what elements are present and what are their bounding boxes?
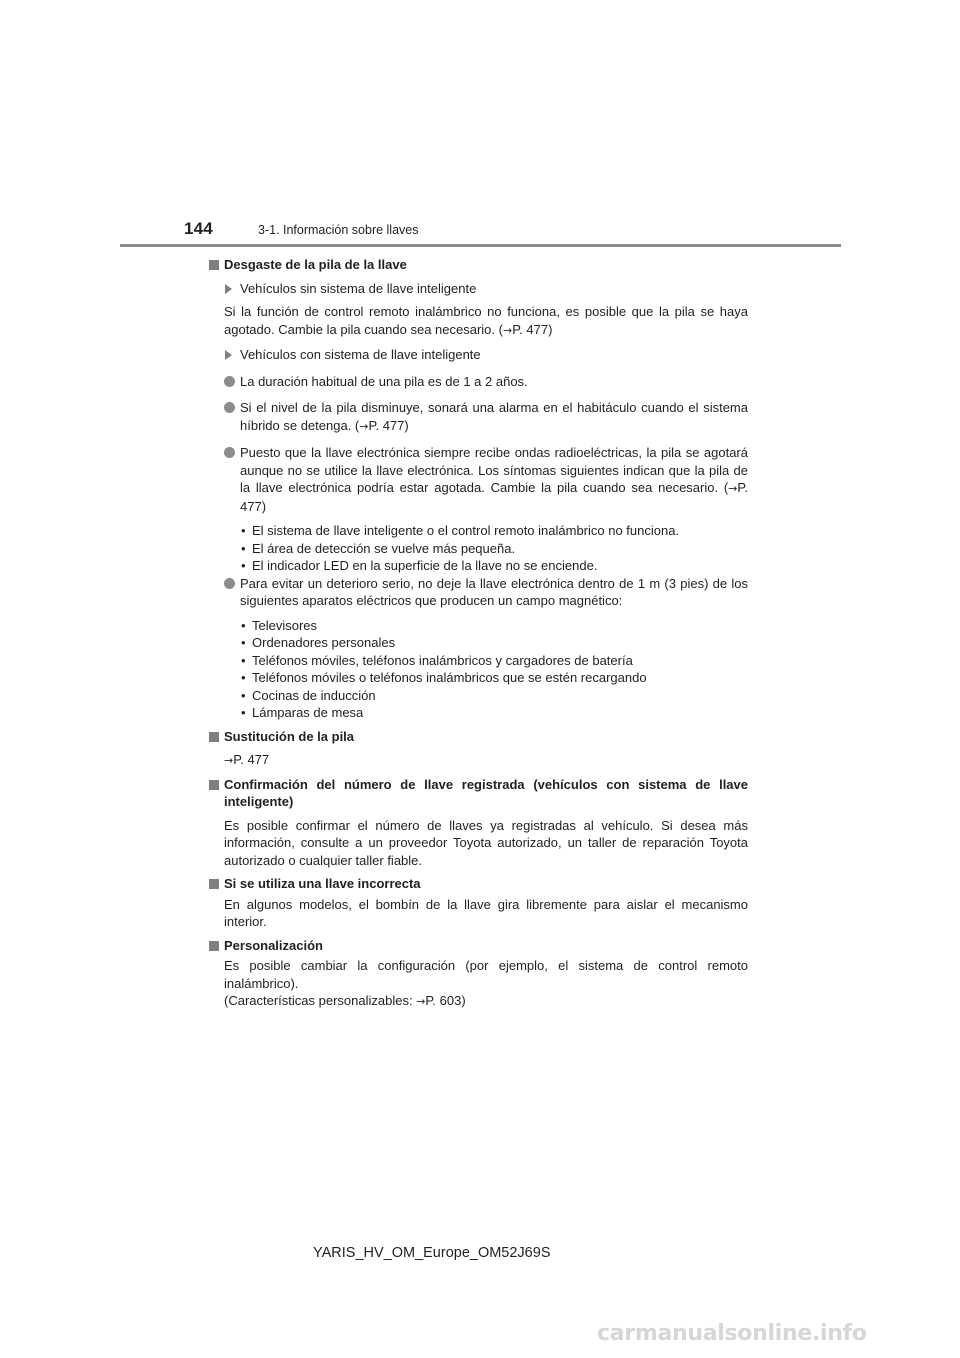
square-bullet-icon xyxy=(209,879,219,889)
paragraph-remote-battery xyxy=(208,303,748,339)
heading-battery-replacement xyxy=(208,728,748,746)
list-item xyxy=(208,669,748,687)
bullet-dot-icon: • xyxy=(241,652,246,668)
list-item xyxy=(208,557,748,575)
bullet-dot-icon: • xyxy=(241,617,246,633)
list-item-text: Televisores xyxy=(252,617,318,633)
heading-text: Desgaste de la pila de la llave xyxy=(224,257,407,272)
list-item-text: Teléfonos móviles o teléfonos inalámbricos que se estén recargando xyxy=(252,670,647,685)
heading-incorrect-key xyxy=(208,875,748,893)
circle-bullet-icon xyxy=(224,447,235,458)
paragraph-personalization-ref xyxy=(208,992,748,1011)
circle-bullet-icon xyxy=(224,578,235,589)
circle-bullet-icon xyxy=(224,402,235,413)
list-item xyxy=(208,704,748,722)
square-bullet-icon xyxy=(209,941,219,951)
list-item-text: Teléfonos móviles, teléfonos inalámbricos y cargadores de batería xyxy=(252,652,633,668)
square-bullet-icon xyxy=(209,260,219,270)
paragraph-incorrect-key: En algunos modelos, el bombín de la llave gira libremente para aislar el mecanismo interior. xyxy=(224,896,748,929)
heading-text: Sustitución de la pila xyxy=(224,728,355,744)
list-item-text: Lámparas de mesa xyxy=(252,705,364,720)
page-reference: P. 477) xyxy=(368,417,409,433)
list-item xyxy=(208,522,748,540)
list-item xyxy=(208,399,748,435)
bullet-dot-icon: • xyxy=(241,670,246,685)
bullet-dot-icon: • xyxy=(241,705,246,720)
list-item xyxy=(208,652,748,670)
heading-text: Si se utiliza una llave incorrecta xyxy=(224,876,421,891)
triangle-bullet-icon xyxy=(225,284,232,294)
symptom-list xyxy=(208,522,748,575)
section-title: 3-1. Información sobre llaves xyxy=(258,223,419,237)
watermark-link[interactable]: carmanualsonline.info xyxy=(597,1321,867,1346)
arrow-ref-icon: → xyxy=(502,323,513,337)
list-item-text: El área de detección se vuelve más pequeña. xyxy=(252,540,516,556)
list-item-text: La duración habitual de una pila es de 1 a 2 años. xyxy=(240,373,528,389)
page-reference: P. 477) xyxy=(240,480,748,514)
list-item-text: Para evitar un deterioro serio, no deje la llave electrónica dentro de 1 m (3 pies) de los siguientes aparatos eléctricos que producen un campo magnético: xyxy=(240,575,748,608)
list-item xyxy=(208,373,748,391)
list-item-text: Cocinas de inducción xyxy=(252,687,376,703)
device-list xyxy=(208,617,748,722)
square-bullet-icon xyxy=(209,732,219,742)
paragraph-replacement-ref xyxy=(208,751,748,770)
arrow-ref-icon: → xyxy=(359,419,369,433)
list-item xyxy=(208,540,748,558)
paragraph-key-confirmation: Es posible confirmar el número de llaves ya registradas al vehículo. Si desea más información, consulte a un proveedor Toyota autorizado, un taller de reparación Toyota autorizado o cualquier taller fiable. xyxy=(224,817,748,868)
heading-personalization xyxy=(208,937,748,955)
bullet-dot-icon: • xyxy=(241,687,246,703)
paragraph-text: (Características personalizables: xyxy=(224,993,417,1008)
arrow-ref-icon: → xyxy=(416,995,426,1008)
arrow-ref-icon: → xyxy=(728,482,738,495)
list-item xyxy=(208,687,748,705)
document-code: YARIS_HV_OM_Europe_OM52J69S xyxy=(313,1245,551,1261)
heading-key-confirmation xyxy=(208,776,748,811)
bullet-dot-icon: • xyxy=(241,558,246,573)
list-item-text: Ordenadores personales xyxy=(252,635,396,650)
list-item xyxy=(208,444,748,515)
subheading-without-smart-key xyxy=(208,280,748,298)
list-item-text: Puesto que la llave electrónica siempre recibe ondas radioeléctricas, la pila se agotará aunque no se utilice la llave electrónica. Los síntomas siguientes indican que la pila de la llave electrónica podría estar agotada. Cambie la pila cuando sea necesario. ( xyxy=(240,445,748,495)
page-number: 144 xyxy=(184,219,213,238)
paragraph-text: Si la función de control remoto inalámbrico no funciona, es posible que la pila se haya agotado. Cambie la pila cuando sea necesario. ( xyxy=(224,304,748,337)
header-divider xyxy=(120,244,841,247)
list-item xyxy=(208,617,748,635)
paragraph-personalization: Es posible cambiar la configuración (por ejemplo, el sistema de control remoto inalámbrico). xyxy=(224,958,748,991)
page-reference: P. 477) xyxy=(512,321,553,337)
square-bullet-icon xyxy=(209,780,219,790)
page-reference: P. 477 xyxy=(233,752,270,767)
bullet-dot-icon: • xyxy=(241,635,246,650)
list-item xyxy=(208,634,748,652)
heading-text: Confirmación del número de llave registrada (vehículos con sistema de llave inteligente) xyxy=(224,776,748,809)
circle-bullet-icon xyxy=(224,376,235,387)
bullet-dot-icon: • xyxy=(241,523,246,538)
subheading-text: Vehículos sin sistema de llave inteligente xyxy=(240,280,477,296)
heading-battery-wear xyxy=(208,256,748,274)
page-content xyxy=(208,256,748,1011)
bullet-dot-icon: • xyxy=(241,540,246,556)
list-item-text: El indicador LED en la superficie de la llave no se enciende. xyxy=(252,558,598,573)
subheading-with-smart-key xyxy=(208,346,748,364)
arrow-ref-icon: → xyxy=(224,754,234,767)
list-item-text: Si el nivel de la pila disminuye, sonará una alarma en el habitáculo cuando el sistema híbrido se detenga. ( xyxy=(240,400,748,433)
triangle-bullet-icon xyxy=(225,350,232,360)
list-item xyxy=(208,575,748,610)
list-item-text: El sistema de llave inteligente o el control remoto inalámbrico no funciona. xyxy=(252,523,680,538)
page-reference: P. 603) xyxy=(425,993,466,1008)
heading-text: Personalización xyxy=(224,937,323,953)
subheading-text: Vehículos con sistema de llave inteligente xyxy=(240,347,481,362)
